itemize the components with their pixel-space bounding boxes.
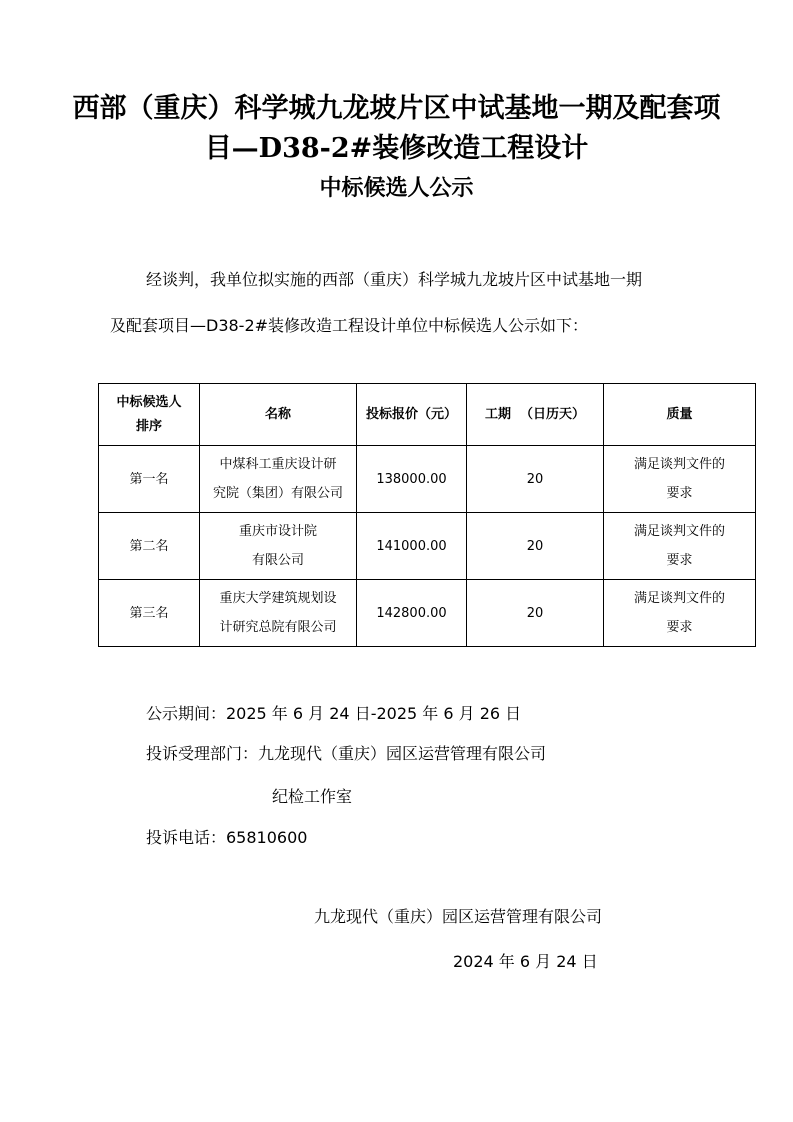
notice-period: 公示期间：2025 年 6 月 24 日-2025 年 6 月 26 日 (146, 704, 522, 723)
quality-line1: 满足谈判文件的 (633, 457, 725, 472)
price-cell: 141000.00 (357, 513, 467, 580)
table-row (99, 580, 756, 647)
quality-cell (604, 513, 756, 580)
period-cell: 20 (467, 446, 604, 513)
quality-line2: 要求 (666, 553, 693, 568)
header-rank-line2: 排序 (135, 418, 162, 434)
header-period: 工期 （日历天） (467, 384, 604, 446)
header-rank (99, 384, 200, 446)
complaint-phone: 投诉电话：65810600 (146, 828, 308, 847)
quality-line1: 满足谈判文件的 (633, 524, 725, 539)
document-title-line1: 西部（重庆）科学城九龙坡片区中试基地一期及配套项 (72, 93, 721, 124)
name-line1: 重庆市设计院 (238, 524, 317, 539)
header-price: 投标报价（元） (357, 384, 467, 446)
rank-cell: 第二名 (99, 513, 200, 580)
name-cell (200, 446, 357, 513)
header-name: 名称 (200, 384, 357, 446)
intro-paragraph-line1: 经谈判，我单位拟实施的西部（重庆）科学城九龙坡片区中试基地一期 (146, 270, 643, 289)
name-line2: 有限公司 (251, 553, 304, 568)
name-line2: 计研究总院有限公司 (219, 620, 337, 635)
document-title-line2: 目—D38-2#装修改造工程设计 (204, 133, 589, 164)
table-row (99, 446, 756, 513)
signature-organization: 九龙现代（重庆）园区运营管理有限公司 (314, 907, 603, 926)
price-cell: 138000.00 (357, 446, 467, 513)
complaint-department-office: 纪检工作室 (272, 787, 353, 806)
signature-date: 2024 年 6 月 24 日 (453, 952, 598, 971)
period-cell: 20 (467, 513, 604, 580)
rank-cell: 第一名 (99, 446, 200, 513)
header-quality: 质量 (604, 384, 756, 446)
name-line1: 重庆大学建筑规划设 (219, 591, 337, 606)
name-line1: 中煤科工重庆设计研 (219, 457, 337, 472)
complaint-department: 投诉受理部门：九龙现代（重庆）园区运营管理有限公司 (146, 744, 547, 763)
document-subtitle: 中标候选人公示 (319, 175, 474, 201)
name-line2: 究院（集团）有限公司 (212, 486, 343, 501)
quality-line2: 要求 (666, 486, 693, 501)
quality-cell (604, 580, 756, 647)
rank-cell: 第三名 (99, 580, 200, 647)
candidates-table (98, 383, 756, 647)
name-cell (200, 580, 357, 647)
table-header-row (99, 384, 756, 446)
intro-paragraph-line2: 及配套项目—D38-2#装修改造工程设计单位中标候选人公示如下： (110, 316, 589, 335)
period-cell: 20 (467, 580, 604, 647)
quality-cell (604, 446, 756, 513)
quality-line2: 要求 (666, 620, 693, 635)
price-cell: 142800.00 (357, 580, 467, 647)
quality-line1: 满足谈判文件的 (633, 591, 725, 606)
header-rank-line1: 中标候选人 (116, 394, 182, 410)
name-cell (200, 513, 357, 580)
table-row (99, 513, 756, 580)
